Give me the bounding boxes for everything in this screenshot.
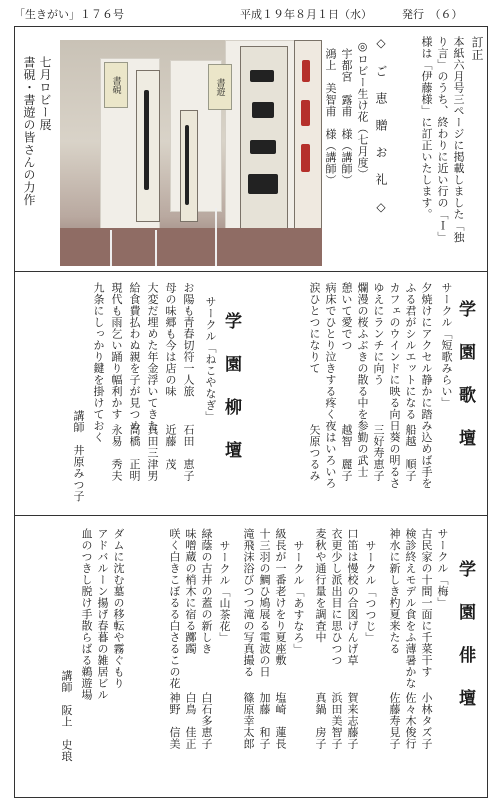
board-label-shoyu: 書遊 bbox=[208, 64, 232, 110]
senryu-author: 永易 秀夫 bbox=[110, 424, 123, 482]
senryu-circle: サークル「ねこやなぎ」 bbox=[204, 296, 217, 423]
easel-leg bbox=[110, 230, 112, 266]
haiku-poem: 味噌蔵の梢木に宿る躑躅 bbox=[184, 528, 197, 655]
correction-line-1: 本紙六月号三ページに掲載しました「独 bbox=[452, 36, 465, 243]
tanka-poem-line: ゆえにランチに向う bbox=[372, 282, 385, 386]
easel-leg bbox=[155, 230, 157, 266]
ink-stroke bbox=[252, 102, 274, 118]
correction-line-2: り言」のうち、終わりに近い行の「Ｉ」 bbox=[436, 36, 449, 243]
haiku-poem: ダムに沈む墓の移転や霧ぐもり bbox=[112, 528, 125, 689]
haiku-author: 真鍋 房子 bbox=[314, 692, 327, 750]
tanka-poem-line: 病床でひとり泣きする疼く夜はいろいろ bbox=[324, 282, 337, 489]
newsletter-name: 「生きがい」１７６号 bbox=[14, 8, 124, 21]
senryu-author: 真田三津男 bbox=[146, 424, 159, 482]
ink-stroke bbox=[248, 174, 278, 194]
tanka-poem-line: 夕焼けにアクセル静かに踏み込めば手を bbox=[420, 282, 433, 489]
haiku-author: 加藤 和子 bbox=[258, 692, 271, 750]
tanka-title: 学 園 歌 壇 bbox=[455, 300, 475, 449]
haiku-poem: 検診終えモデル食をふ薄暑かな bbox=[404, 528, 417, 689]
tanka-poem-line: 爛漫の桜ふぶきの散る中を参勤の武士 bbox=[356, 282, 369, 478]
haiku-poem: 緑蔭の古井の蓋の新しき bbox=[200, 528, 213, 655]
board-label-shoken: 書硯 bbox=[104, 62, 128, 108]
ink-stroke bbox=[250, 140, 276, 154]
ink-stroke-red bbox=[301, 100, 310, 126]
haiku-poem: 十三羽の鯛ひ鳩展る電波の日 bbox=[258, 528, 271, 678]
tanka-author: 船越 順子 bbox=[404, 424, 417, 482]
senryu-poem: 母の味郷も今は店の味 bbox=[164, 282, 177, 397]
tanka-poem-line: 憩いて愛でつ bbox=[340, 282, 353, 351]
senryu-poem: 給食費払わぬ親を子が見つめ bbox=[128, 282, 141, 432]
senryu-author: 石田 恵子 bbox=[182, 424, 195, 482]
thanks-title: ◇ ご 恵 贈 お 礼 ◇ bbox=[374, 36, 388, 215]
senryu-author: 講師 井原みつ子 bbox=[72, 410, 85, 502]
haiku-author: 小林タズ子 bbox=[420, 692, 433, 750]
haiku-author: 塩崎 蓮長 bbox=[274, 692, 287, 750]
floor bbox=[60, 228, 322, 266]
correction-line-3: 様は「伊藤様」に訂正いたします。 bbox=[420, 36, 433, 220]
haiku-poem: 麦秋や通行量を調査中 bbox=[314, 528, 327, 643]
haiku-poem: 衣更少し派出目に思ひつつ bbox=[330, 528, 343, 666]
calligraphy-scroll bbox=[180, 110, 198, 222]
thanks-item: ◎ロビー生け花（七月度） bbox=[356, 40, 369, 180]
exhibit-photo bbox=[60, 40, 322, 266]
haiku-author: 佐々木俊行 bbox=[404, 692, 417, 750]
haiku-poem: 滝飛沫浴びつつ滝の写真撮る bbox=[242, 528, 255, 678]
haiku-circle: サークル「あすなろ」 bbox=[292, 540, 305, 655]
haiku-poem: 古民家の十間一面に千菜干す bbox=[420, 528, 433, 678]
senryu-poem: 現代も雨乞い踊り幅利かす bbox=[110, 282, 123, 420]
ink-stroke-red bbox=[301, 144, 310, 172]
haiku-poem: 咲く白きこぼるる白さるこの花 bbox=[168, 528, 181, 689]
haiku-poem: 級長が一番老けをり夏座敷 bbox=[274, 528, 287, 666]
haiku-poem: 神水に新しき杓夏来たる bbox=[388, 528, 401, 655]
tanka-circle: サークル「短歌みらい」 bbox=[440, 282, 453, 409]
issue-page: 発行 （６） bbox=[402, 8, 463, 21]
ink-stroke bbox=[185, 125, 189, 205]
exhibit-caption-line2: 書硯・書遊の皆さんの力作 bbox=[22, 56, 36, 206]
publish-date: 平成１９年８月１日（水） bbox=[240, 8, 372, 21]
haiku-author: 白鳥 佳正 bbox=[184, 692, 197, 750]
ink-stroke-red bbox=[302, 60, 310, 82]
tanka-poem-line: カフェのウインドに映る向日葵の明るさ bbox=[388, 282, 401, 489]
page-header bbox=[10, 4, 492, 22]
thanks-donor-1: 宇都宮 露甫 様（講師） bbox=[340, 48, 353, 186]
haiku-circle: サークル「山茶花」 bbox=[218, 540, 231, 644]
haiku-poem: 血のつきし脱け手散らばる鵜遊場 bbox=[80, 528, 93, 701]
senryu-poem: 大変だ埋めた年金浮いてきた bbox=[146, 282, 159, 432]
tanka-author: 越智 麗子 bbox=[340, 424, 353, 482]
divider-top bbox=[14, 271, 488, 272]
divider-bottom bbox=[14, 515, 488, 516]
senryu-poem: 九条にしっかり鍵を掛けておく bbox=[92, 282, 105, 443]
ink-stroke bbox=[144, 90, 149, 190]
easel-leg bbox=[215, 208, 217, 266]
senryu-title: 学 園 柳 壇 bbox=[221, 312, 241, 461]
thanks-donor-2: 鴻上 美智甫 様（講師） bbox=[324, 48, 337, 186]
tanka-poem-line: 涙ひとつになりて bbox=[308, 282, 321, 374]
senryu-poem: お陽も青春切符一人旅 bbox=[182, 282, 195, 397]
haiku-author: 浜田美智子 bbox=[330, 692, 343, 750]
haiku-poem: アドバルーン揚げ春暮の雑居ビル bbox=[96, 528, 109, 701]
senryu-author: 近藤 茂 bbox=[164, 424, 177, 470]
exhibit-caption-line1: 七月ロビー展 bbox=[38, 56, 52, 131]
haiku-author: 篠原幸太郎 bbox=[242, 692, 255, 750]
tanka-author: 矢原つるみ bbox=[308, 424, 321, 482]
senryu-author: 高橋 正明 bbox=[128, 424, 141, 482]
haiku-author: 神野 信美 bbox=[168, 692, 181, 750]
haiku-author: 白石多恵子 bbox=[200, 692, 213, 750]
haiku-circle: サークル「つつじ」 bbox=[364, 540, 377, 644]
tanka-poem-line: ふる君がシルエットになる bbox=[404, 282, 417, 420]
correction-title: 訂正 bbox=[470, 36, 484, 61]
tanka-author: 三好寿恵子 bbox=[372, 424, 385, 482]
haiku-title: 学 園 俳 壇 bbox=[455, 560, 475, 709]
haiku-poem: 口笛は慢校の合図げんげ草 bbox=[346, 528, 359, 666]
haiku-teacher-author: 講師 阪上 史琅 bbox=[60, 670, 73, 762]
haiku-circle: サークル「梅」 bbox=[436, 528, 449, 609]
haiku-author: 佐藤寿見子 bbox=[388, 692, 401, 750]
haiku-author: 賀来志藤子 bbox=[346, 692, 359, 750]
ink-stroke bbox=[250, 70, 274, 82]
